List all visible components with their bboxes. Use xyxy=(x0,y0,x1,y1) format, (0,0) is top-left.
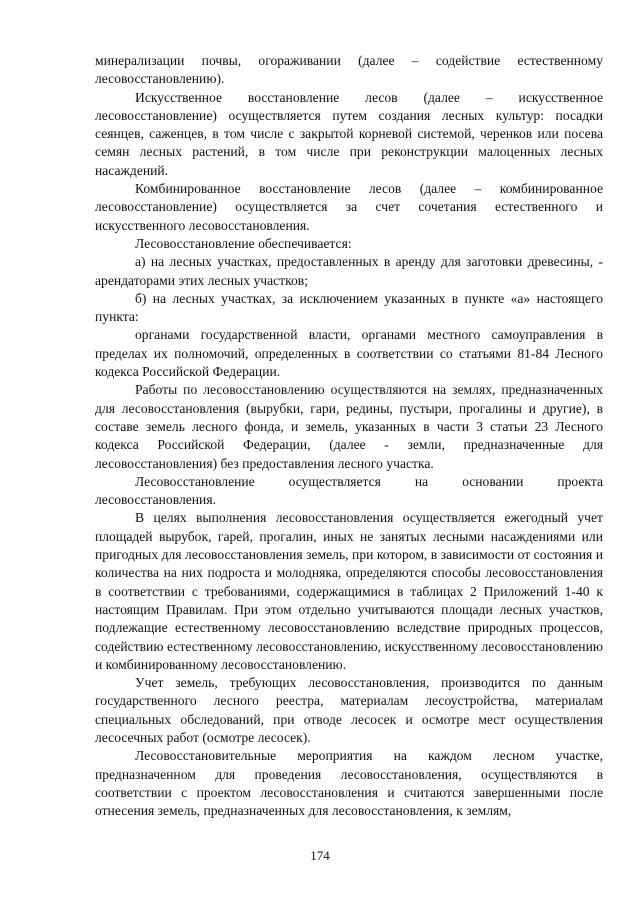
paragraph-6: б) на лесных участках, за исключением указанных в пункте «а» настоящего пункта: xyxy=(95,290,603,325)
paragraph-1: минерализации почвы, огораживании (далее – содействие естественному лесовосстановлению). xyxy=(95,53,603,87)
page-number: 174 xyxy=(310,848,330,863)
paragraph-12: Лесовосстановительные мероприятия на каждом лесном участке, предназначенном для проведения лесовосстановления, осуществляются в соответствии с проектом лесовосстановления и считаются завершенными после отнесения земель, предназначенных для лесовосстановления, к землям, xyxy=(95,748,603,819)
paragraph-3: Комбинированное восстановление лесов (далее – комбинированное лесовосстановление) осуществляется за счет сочетания естественного и искусственного лесовосстановления. xyxy=(95,181,603,233)
paragraph-9: Лесовосстановление осуществляется на основании проекта лесовосстановления. xyxy=(95,473,603,508)
paragraph-5: а) на лесных участках, предоставленных в аренду для заготовки древесины, - арендаторами этих лесных участков; xyxy=(95,254,603,288)
paragraph-8: Работы по лесовосстановлению осуществляются на землях, предназначенных для лесовосстановления (вырубки, гари, редины, пустыри, прогалины и другие), в составе земель лесного фонда, и земель, указанных в части 3 статьи 23 Лесного кодекса Российской Федерации, (далее - земли, предназначенные для лесовосстановления) без предоставления лесного участка. xyxy=(95,382,603,471)
paragraph-11: Учет земель, требующих лесовосстановления, производится по данным государственного лесного реестра, материалам лесоустройства, материалам специальных обследований, при отводе лесосек и осмотре мест осуществления лесосечных работ (осмотре лесосек). xyxy=(95,675,603,745)
paragraph-10: В целях выполнения лесовосстановления осуществляется ежегодный учет площадей вырубок, гарей, прогалин, иных не занятых лесными насаждениями или пригодных для лесовосстановления земель, при котором, в зависимости от состояния и количества на них подроста и молодняка, определяются способы лесовосстановления в соответствии с требованиями, содержащимися в таблицах 2 Приложений 1-40 к настоящим Правилам. При этом отдельно учитываются площади лесных участков, подлежащие естественному лесовосстановлению вследствие природных процессов, содействию естественному лесовосстановлению, искусственному лесовосстановлению и комбинированному лесовосстановлению. xyxy=(95,510,603,672)
paragraph-2: Искусственное восстановление лесов (далее – искусственное лесовосстановление) осуществляется путем создания лесных культур: посадки сеянцев, саженцев, в том числе с закрытой корневой системой, черенков или посева семян лесных растений, в том числе при реконструкции малоценных лесных насаждений. xyxy=(95,89,603,178)
paragraph-4: Лесовосстановление обеспечивается: xyxy=(135,235,352,251)
document-page xyxy=(95,52,603,820)
paragraph-7: органами государственной власти, органами местного самоуправления в пределах их полномочий, определенных в соответствии со статьями 81-84 Лесного кодекса Российской Федерации. xyxy=(95,327,603,380)
